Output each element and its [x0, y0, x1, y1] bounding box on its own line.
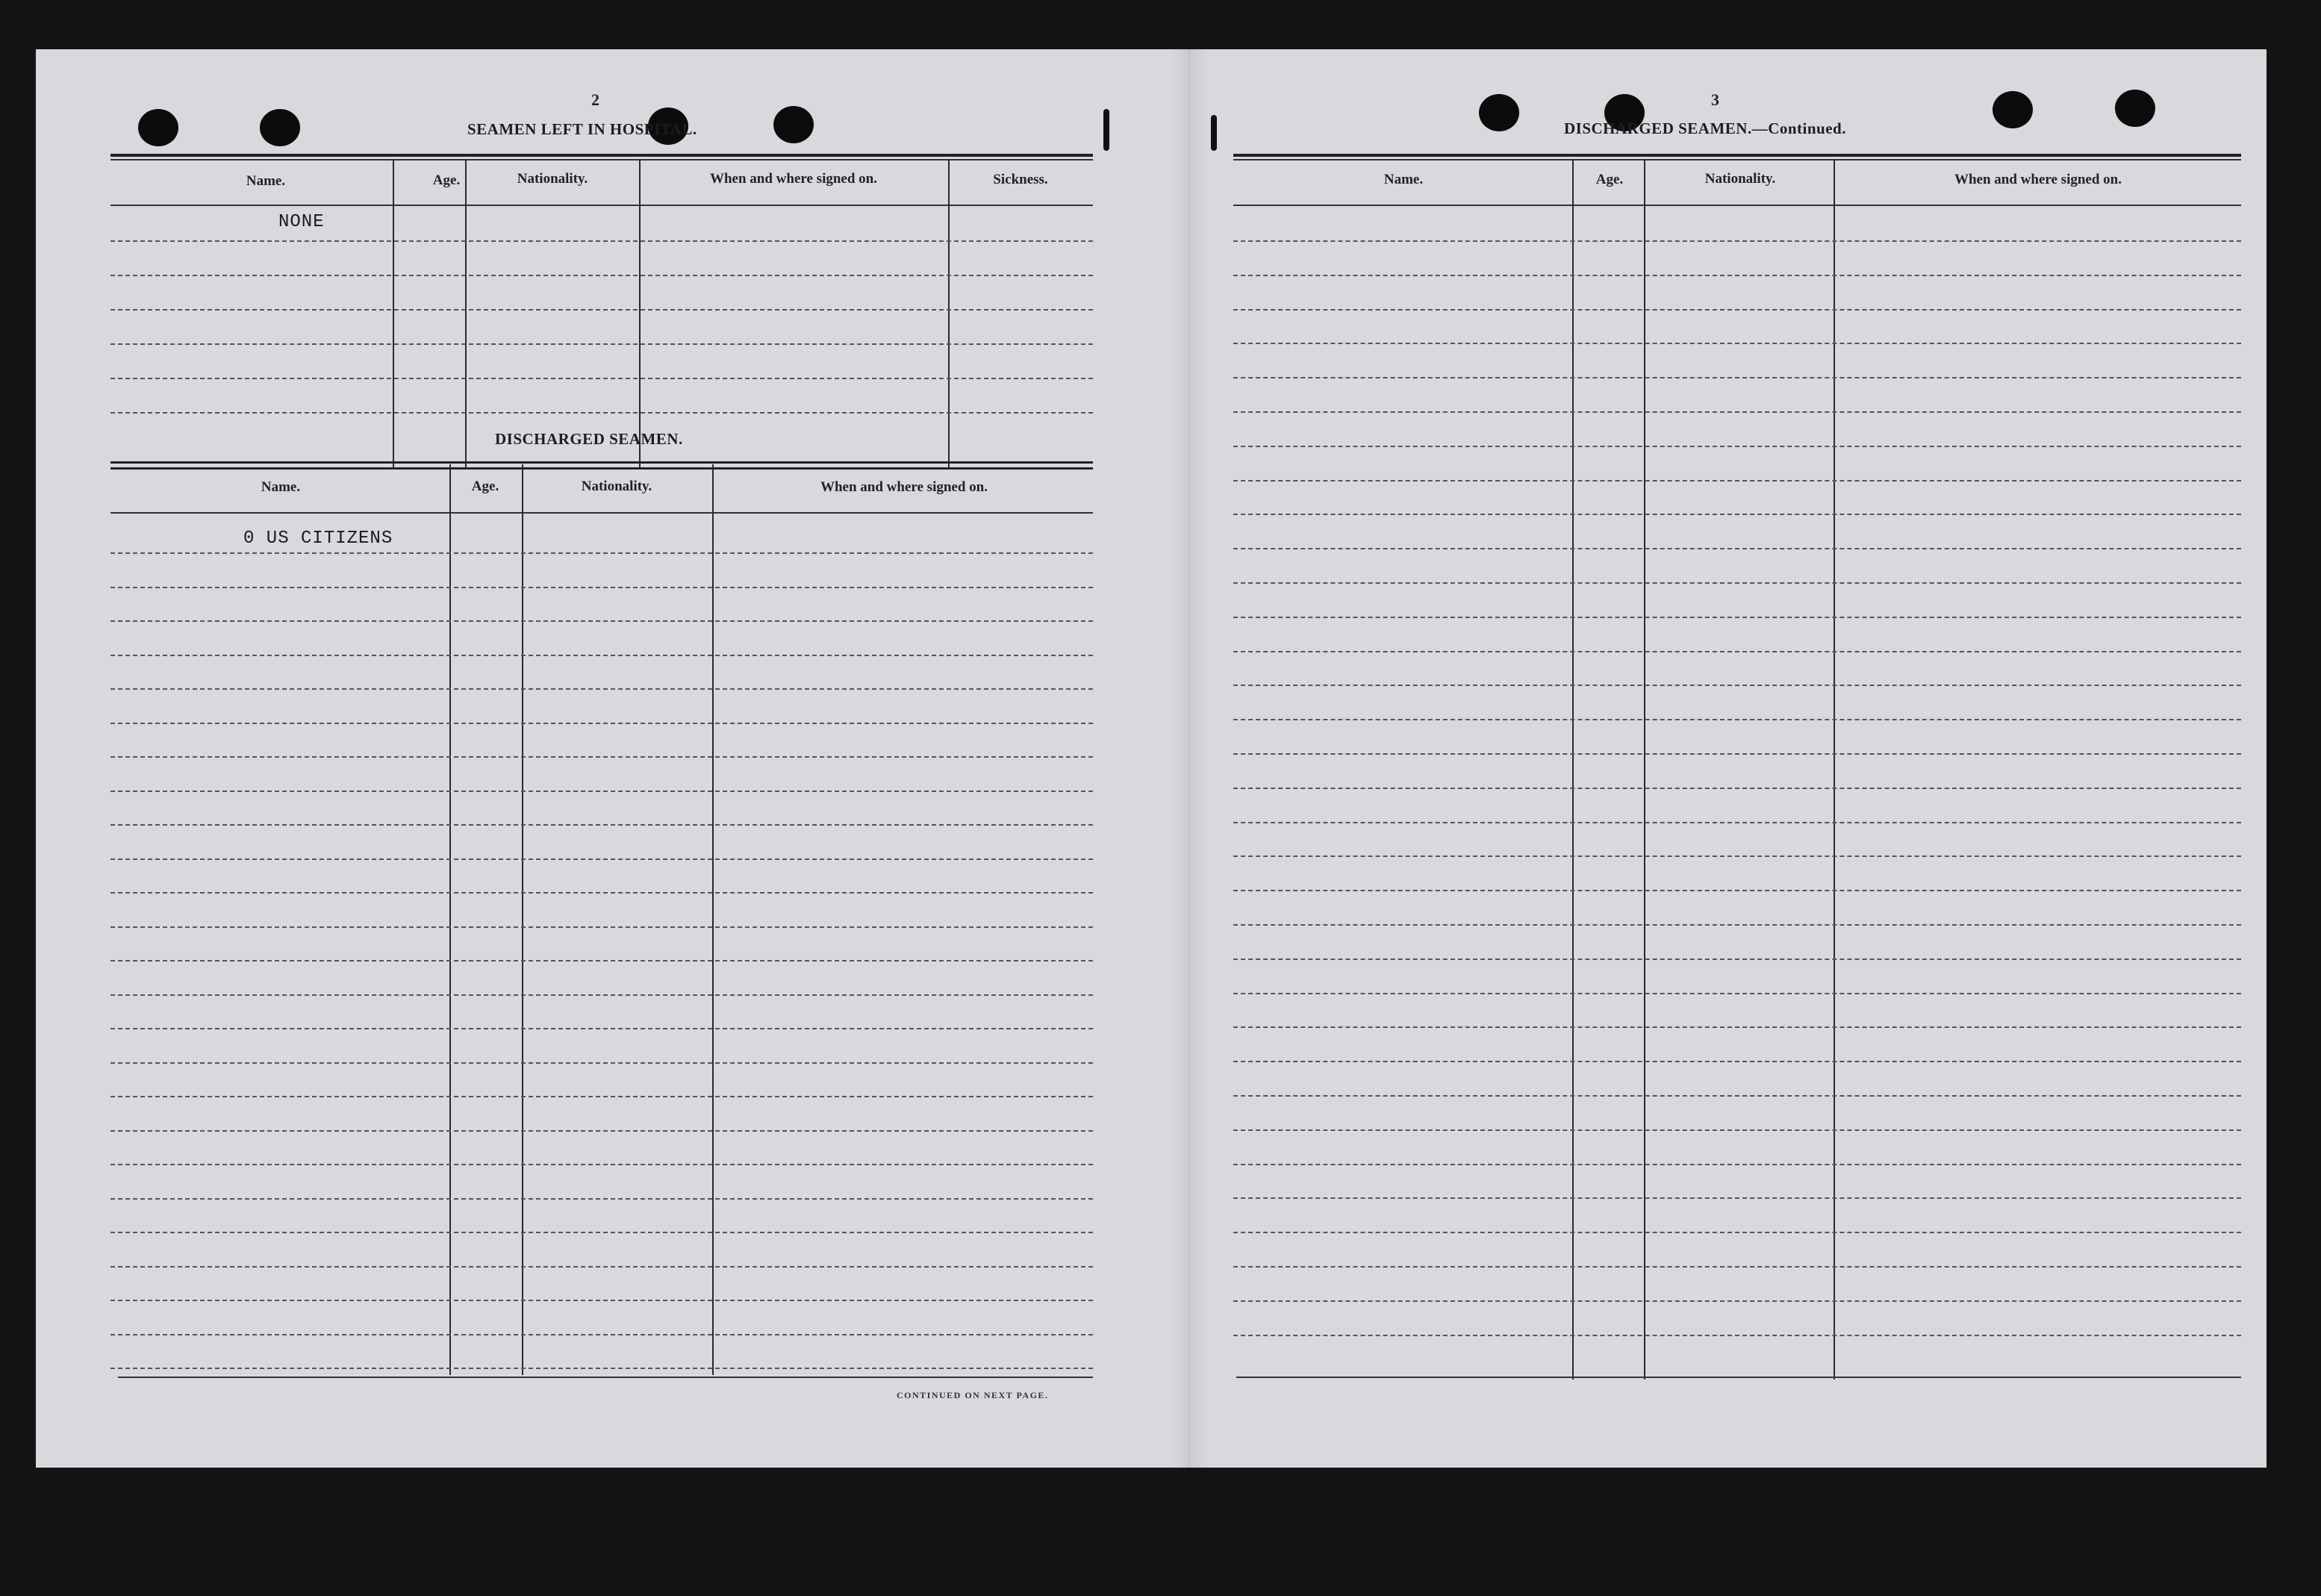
right-col-signed-on: When and where signed on. [1954, 172, 2122, 187]
right-ruled-line [1233, 343, 2241, 344]
hospital-col-signed-on: When and where signed on. [709, 171, 877, 187]
right-ruled-line [1233, 753, 2241, 755]
hospital-ruled-line [110, 240, 1093, 242]
binding-mark-left [1103, 109, 1109, 151]
discharged-ruled-line [110, 1130, 1093, 1132]
discharged-ruled-line [110, 858, 1093, 860]
right-page-number: 3 [1711, 90, 1719, 109]
discharged-ruled-line [110, 960, 1093, 961]
right-ruled-line [1233, 1026, 2241, 1028]
hospital-heading: SEAMEN LEFT IN HOSPITAL. [467, 120, 697, 138]
discharged-heading: DISCHARGED SEAMEN. [495, 430, 683, 448]
hospital-col-sickness: Sickness. [993, 172, 1048, 187]
right-ruled-line [1233, 924, 2241, 926]
discharged-ruled-line [110, 926, 1093, 928]
right-ruled-line [1233, 993, 2241, 994]
document-sheet [36, 49, 2267, 1468]
discharged-entry-us-citizens: 0 US CITIZENS [243, 529, 393, 549]
right-col-name: Name. [1383, 172, 1424, 187]
punch-hole-2 [260, 109, 300, 146]
discharged-top-rule [110, 467, 1093, 470]
punch-hole-4 [773, 106, 814, 143]
discharged-ruled-line [110, 791, 1093, 792]
discharged-ruled-line [110, 1300, 1093, 1301]
right-ruled-line [1233, 446, 2241, 447]
right-ruled-line [1233, 582, 2241, 584]
discharged-ruled-line [110, 756, 1093, 758]
right-ruled-line [1233, 617, 2241, 618]
hospital-top-rule [110, 154, 1093, 157]
right-ruled-line [1233, 1232, 2241, 1233]
discharged-ruled-line [110, 723, 1093, 724]
hospital-entry-none: NONE [278, 212, 325, 232]
hospital-divider-3 [639, 160, 641, 467]
discharged-col-signed-on: When and where signed on. [820, 479, 988, 495]
hospital-ruled-line [110, 378, 1093, 379]
discharged-ruled-line [110, 1334, 1093, 1335]
right-ruled-line [1233, 309, 2241, 311]
discharged-col-name: Name. [261, 479, 301, 495]
left-page-number: 2 [591, 90, 599, 109]
discharged-ruled-line [110, 824, 1093, 826]
right-ruled-line [1233, 958, 2241, 960]
discharged-ruled-line [110, 1028, 1093, 1029]
discharged-ruled-line [110, 1164, 1093, 1165]
discharged-ruled-line [110, 892, 1093, 894]
right-ruled-line [1233, 548, 2241, 549]
right-ruled-line [1233, 1061, 2241, 1062]
punch-hole-7 [1993, 91, 2033, 128]
discharged-rule-1 [110, 461, 1093, 464]
right-bottom-rule [1236, 1377, 2241, 1378]
right-top-rule [1233, 154, 2241, 157]
hospital-ruled-line [110, 412, 1093, 414]
left-bottom-rule [118, 1377, 1093, 1378]
right-ruled-line [1233, 411, 2241, 413]
right-top-rule-2 [1233, 159, 2241, 160]
discharged-ruled-line [110, 1198, 1093, 1200]
right-ruled-line [1233, 685, 2241, 686]
right-ruled-line [1233, 275, 2241, 276]
right-ruled-line [1233, 1129, 2241, 1131]
discharged-ruled-line [110, 1096, 1093, 1097]
discharged-ruled-line [110, 620, 1093, 622]
right-ruled-line [1233, 377, 2241, 378]
right-col-nationality: Nationality. [1704, 171, 1776, 187]
right-ruled-line [1233, 719, 2241, 720]
right-ruled-line [1233, 788, 2241, 789]
right-ruled-line [1233, 1197, 2241, 1199]
discharged-ruled-line [110, 994, 1093, 996]
hospital-ruled-line [110, 309, 1093, 311]
hospital-top-rule-2 [110, 159, 1093, 160]
discharged-divider-2 [522, 464, 523, 1375]
hospital-col-nationality: Nationality. [517, 171, 588, 187]
discharged-ruled-line [110, 552, 1093, 554]
discharged-ruled-line [110, 1062, 1093, 1064]
right-ruled-line [1233, 1335, 2241, 1336]
right-ruled-line [1233, 890, 2241, 891]
discharged-col-nationality: Nationality. [581, 479, 652, 494]
right-ruled-line [1233, 1266, 2241, 1268]
right-ruled-line [1233, 855, 2241, 857]
binding-mark-right [1211, 115, 1217, 151]
hospital-header-rule [110, 205, 1093, 206]
hospital-col-name: Name. [246, 173, 286, 189]
hospital-divider-2 [465, 160, 467, 467]
discharged-ruled-line [110, 1266, 1093, 1268]
discharged-divider-3 [712, 464, 714, 1375]
hospital-col-age: Age. [432, 172, 461, 188]
right-ruled-line [1233, 1164, 2241, 1165]
discharged-ruled-line [110, 688, 1093, 690]
punch-hole-1 [138, 109, 178, 146]
right-col-age: Age. [1595, 172, 1624, 187]
right-ruled-line [1233, 240, 2241, 242]
right-ruled-line [1233, 822, 2241, 823]
discharged-ruled-line [110, 655, 1093, 656]
right-ruled-line [1233, 1300, 2241, 1302]
continued-footer: CONTINUED ON NEXT PAGE. [897, 1390, 1049, 1400]
discharged-col-age: Age. [471, 479, 499, 494]
right-header-rule [1233, 205, 2241, 206]
right-ruled-line [1233, 1095, 2241, 1097]
discharged-ruled-line [110, 587, 1093, 588]
hospital-ruled-line [110, 343, 1093, 345]
discharged-ruled-line [110, 1368, 1093, 1369]
continued-heading: DISCHARGED SEAMEN.—Continued. [1564, 119, 1846, 137]
hospital-divider-4 [948, 160, 950, 467]
right-ruled-line [1233, 514, 2241, 515]
hospital-divider-1 [393, 160, 394, 467]
punch-hole-8 [2115, 90, 2155, 127]
punch-hole-5 [1479, 94, 1519, 131]
discharged-divider-1 [449, 464, 451, 1375]
right-ruled-line [1233, 480, 2241, 481]
discharged-header-rule [110, 512, 1093, 514]
right-ruled-line [1233, 651, 2241, 652]
page-fold [1171, 49, 1208, 1468]
discharged-ruled-line [110, 1232, 1093, 1233]
hospital-ruled-line [110, 275, 1093, 276]
